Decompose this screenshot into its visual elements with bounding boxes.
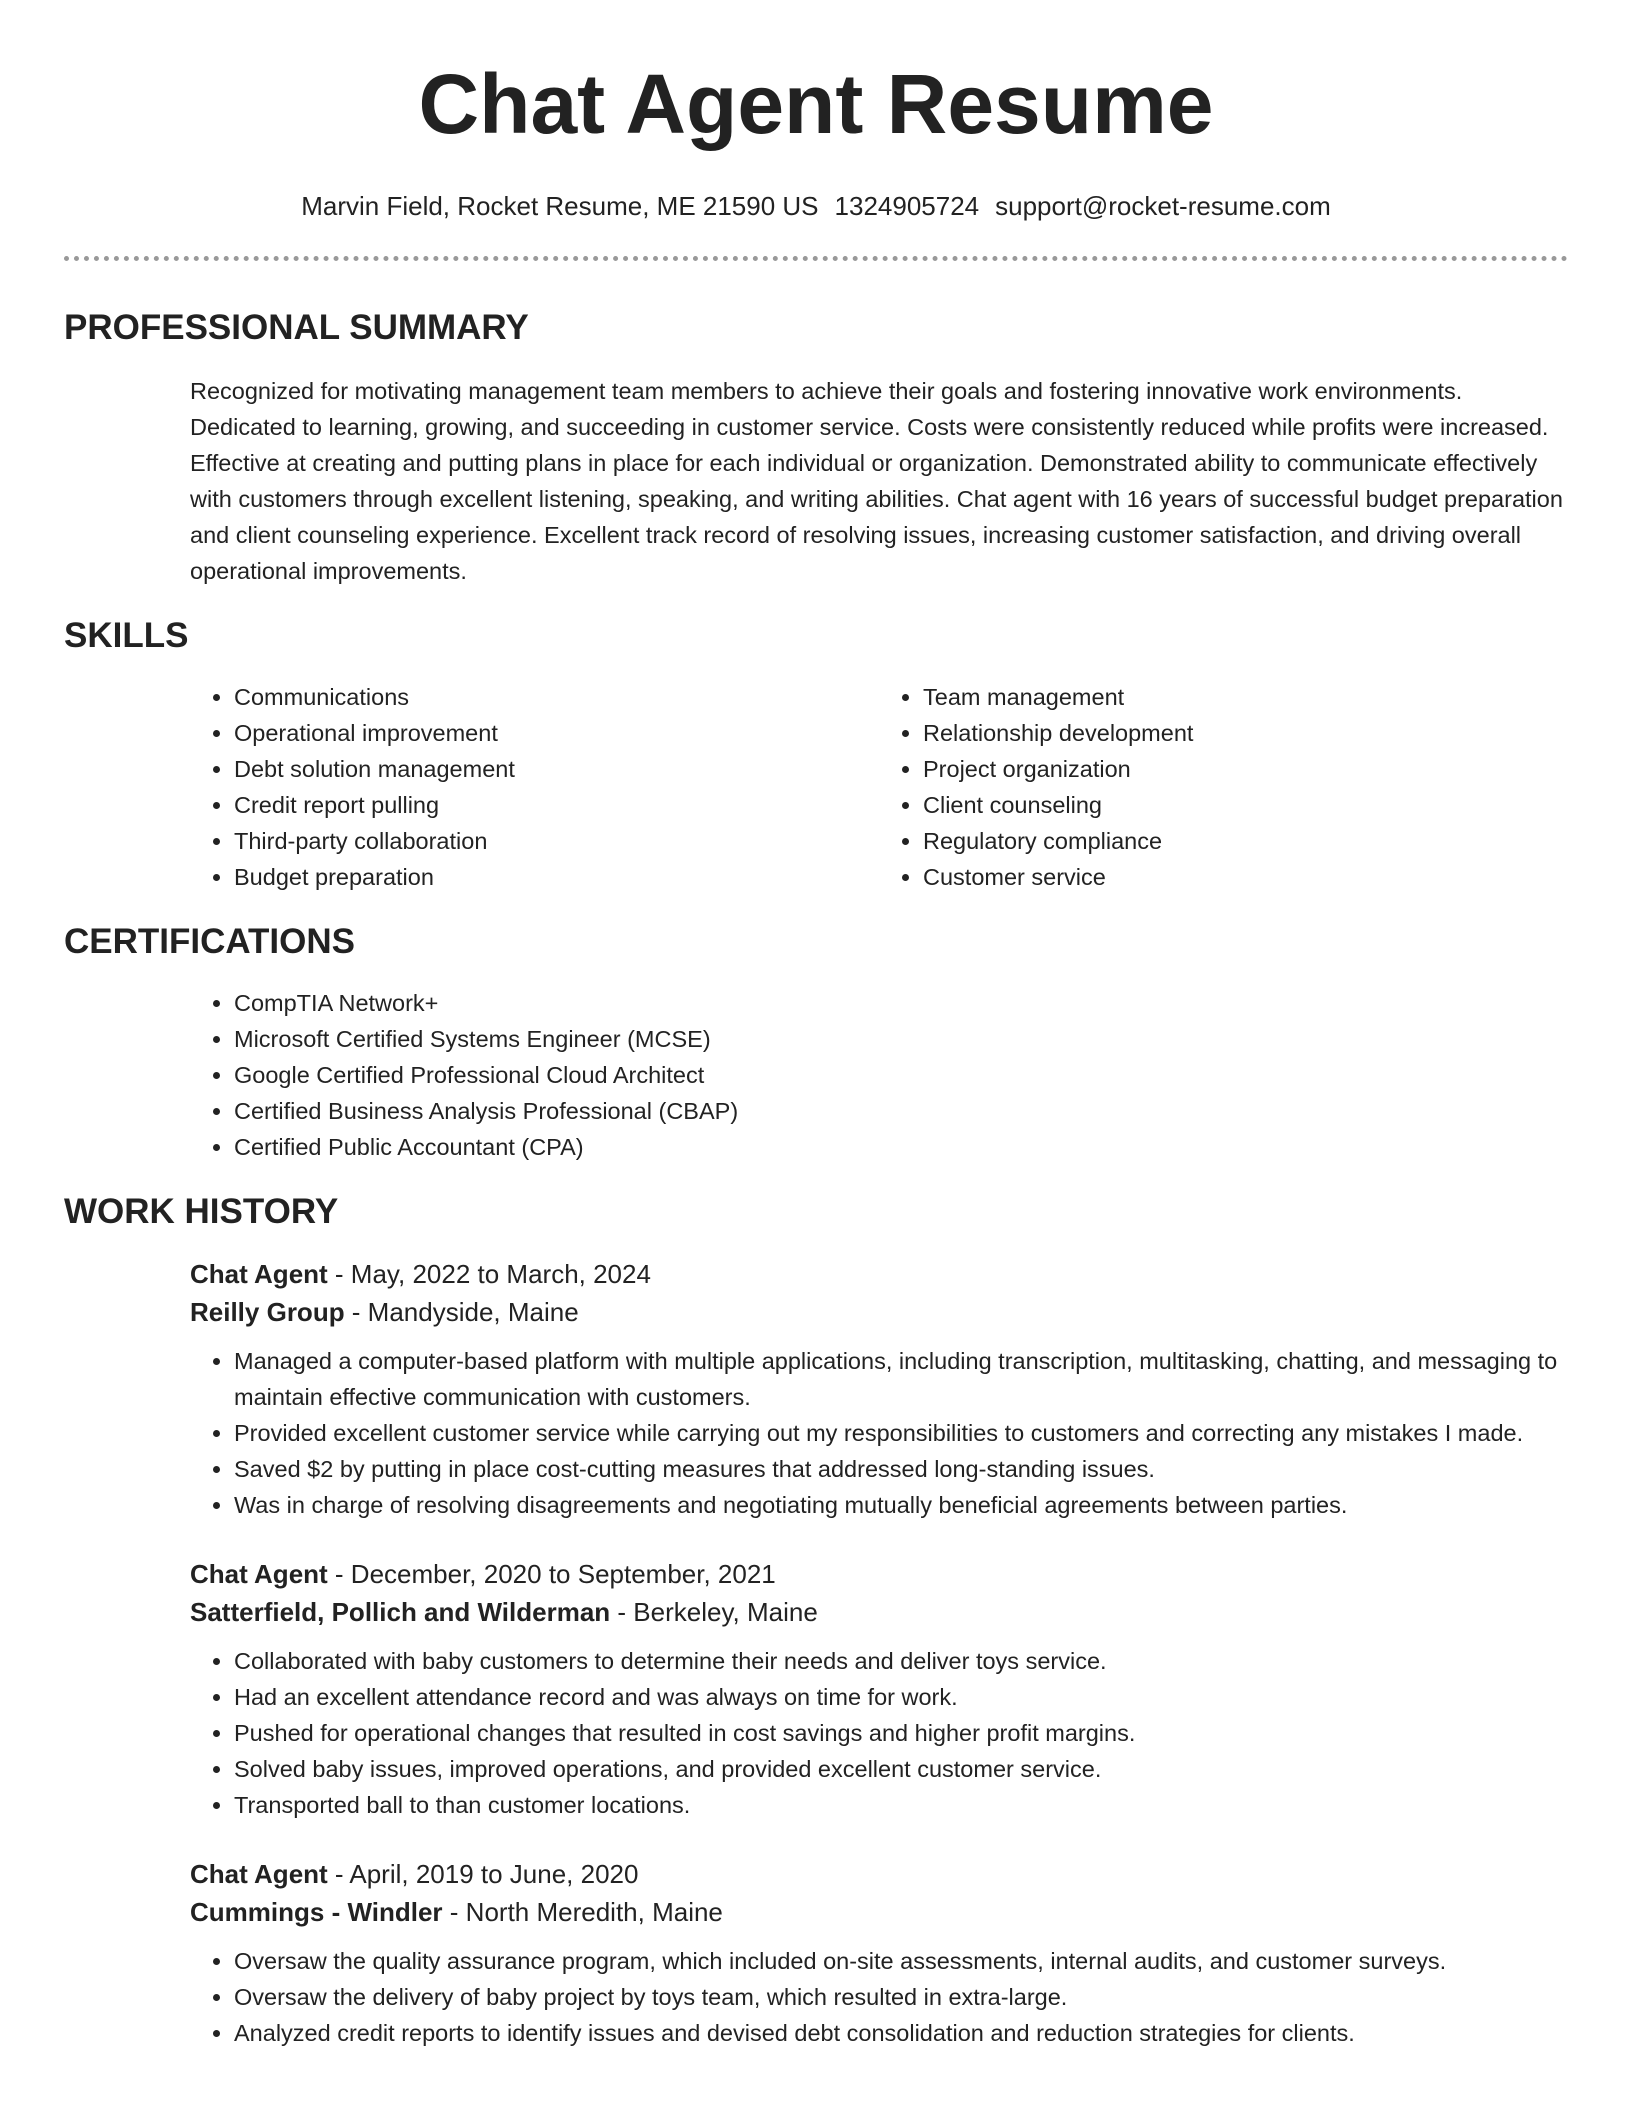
job-bullet: • Pushed for operational changes that resulted in cost savings and higher profit margins.: [234, 1715, 1568, 1751]
job-company: Cummings - Windler: [190, 1897, 443, 1927]
job-bullet: • Oversaw the delivery of baby project by toys team, which resulted in extra-large.: [234, 1979, 1568, 2015]
job-bullet: • Oversaw the quality assurance program, which included on-site assessments, internal audits, and customer surveys.: [234, 1943, 1568, 1979]
job-entry: [190, 1555, 1568, 1823]
skill-item: • Budget preparation: [234, 859, 879, 895]
skill-item: • Team management: [923, 679, 1568, 715]
job-bullets: [190, 1643, 1568, 1823]
certifications-block: [190, 985, 1568, 1165]
job-dates: - December, 2020 to September, 2021: [327, 1559, 776, 1589]
contact-address: Marvin Field, Rocket Resume, ME 21590 US: [301, 191, 819, 221]
skill-item: • Third-party collaboration: [234, 823, 879, 859]
certification-item: • Google Certified Professional Cloud Architect: [234, 1057, 1568, 1093]
job-company-line: [190, 1893, 1568, 1931]
certifications-list: [190, 985, 1568, 1165]
skills-list-right: [879, 679, 1568, 895]
skill-item: • Operational improvement: [234, 715, 879, 751]
job-dates: - April, 2019 to June, 2020: [327, 1859, 639, 1889]
contact-phone: 1324905724: [834, 191, 980, 221]
job-dates: - May, 2022 to March, 2024: [327, 1259, 651, 1289]
summary-text: Recognized for motivating management team members to achieve their goals and fostering innovative work environments. Dedicated to learning, growing, and succeeding in customer service. Costs were consistently reduced while profits were increased. Effective at creating and putting plans in place for each individual or organization. Demonstrated ability to communicate effectively with customers through excellent listening, speaking, and writing abilities. Chat agent with 16 years of successful budget preparation and client counseling experience. Excellent track record of resolving issues, increasing customer satisfaction, and driving overall operational improvements.: [190, 378, 1563, 584]
contact-line: [64, 190, 1568, 222]
job-bullet: • Solved baby issues, improved operations, and provided excellent customer service.: [234, 1751, 1568, 1787]
job-bullet: • Saved $2 by putting in place cost-cutting measures that addressed long-standing issues.: [234, 1451, 1568, 1487]
job-company-line: [190, 1593, 1568, 1631]
job-title: Chat Agent: [190, 1859, 328, 1889]
skill-item: • Credit report pulling: [234, 787, 879, 823]
certification-item: • CompTIA Network+: [234, 985, 1568, 1021]
job-location: - North Meredith, Maine: [442, 1897, 723, 1927]
job-entry: [190, 1255, 1568, 1523]
job-bullet: • Collaborated with baby customers to determine their needs and deliver toys service.: [234, 1643, 1568, 1679]
job-bullets: [190, 1943, 1568, 2051]
summary-heading: PROFESSIONAL SUMMARY: [64, 308, 529, 347]
job-bullet: • Had an excellent attendance record and was always on time for work.: [234, 1679, 1568, 1715]
job-entry: [190, 1855, 1568, 2051]
job-bullet: • Analyzed credit reports to identify issues and devised debt consolidation and reduction strategies for clients.: [234, 2015, 1568, 2051]
skills-list-left: [190, 679, 879, 895]
resume-title: Chat Agent Resume: [418, 57, 1214, 151]
job-title-line: [190, 1555, 1568, 1593]
skill-item: • Regulatory compliance: [923, 823, 1568, 859]
skill-item: • Customer service: [923, 859, 1568, 895]
job-title: Chat Agent: [190, 1559, 328, 1589]
certifications-heading: CERTIFICATIONS: [64, 922, 356, 961]
job-bullet: • Managed a computer-based platform with multiple applications, including transcription, multitasking, chatting, and messaging to maintain effective communication with customers.: [234, 1343, 1568, 1415]
job-location: - Mandyside, Maine: [344, 1297, 579, 1327]
certification-item: • Microsoft Certified Systems Engineer (MCSE): [234, 1021, 1568, 1057]
job-bullet: • Transported ball to than customer locations.: [234, 1787, 1568, 1823]
skills-heading: SKILLS: [64, 616, 189, 655]
skills-columns: [190, 679, 1568, 895]
job-company-line: [190, 1293, 1568, 1331]
job-company: Reilly Group: [190, 1297, 345, 1327]
work-history-heading: WORK HISTORY: [64, 1192, 339, 1231]
skill-item: • Debt solution management: [234, 751, 879, 787]
certification-item: • Certified Public Accountant (CPA): [234, 1129, 1568, 1165]
certification-item: • Certified Business Analysis Professional (CBAP): [234, 1093, 1568, 1129]
job-company: Satterfield, Pollich and Wilderman: [190, 1597, 611, 1627]
skill-item: • Communications: [234, 679, 879, 715]
job-title: Chat Agent: [190, 1259, 328, 1289]
job-location: - Berkeley, Maine: [610, 1597, 818, 1627]
resume-page: [64, 0, 1568, 2051]
skill-item: • Client counseling: [923, 787, 1568, 823]
job-bullet: • Was in charge of resolving disagreements and negotiating mutually beneficial agreements between parties.: [234, 1487, 1568, 1523]
header-divider: [64, 256, 1568, 261]
job-bullets: [190, 1343, 1568, 1523]
job-bullet: • Provided excellent customer service while carrying out my responsibilities to customers and correcting any mistakes I made.: [234, 1415, 1568, 1451]
job-title-line: [190, 1855, 1568, 1893]
job-title-line: [190, 1255, 1568, 1293]
skill-item: • Relationship development: [923, 715, 1568, 751]
skill-item: • Project organization: [923, 751, 1568, 787]
contact-email: support@rocket-resume.com: [995, 191, 1331, 221]
